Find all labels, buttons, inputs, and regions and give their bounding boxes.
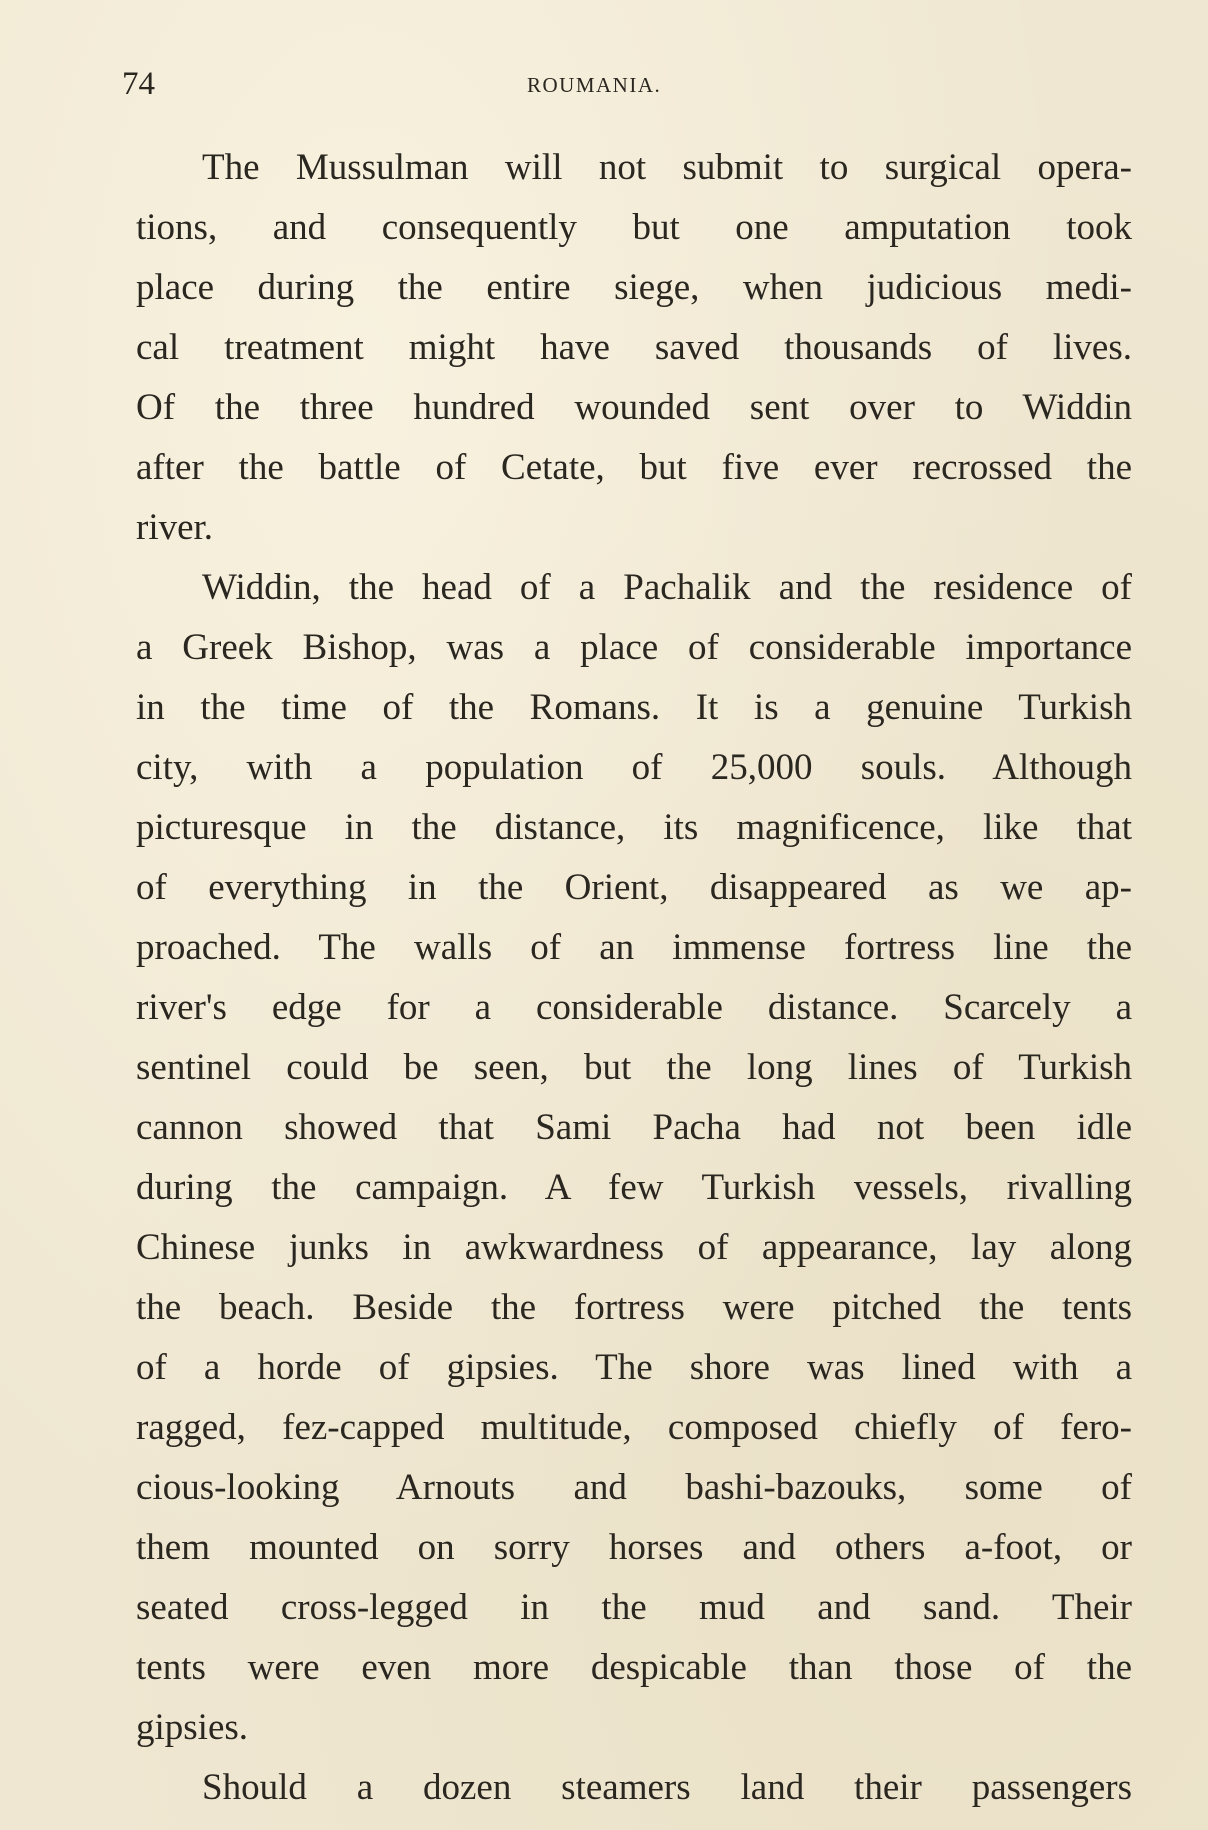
text-line: Should a dozen steamers land their passengers [202,1767,1132,1808]
text-line: place during the entire siege, when judicious medi- [136,267,1132,308]
page-number: 74 [122,66,155,102]
text-line: river. [136,507,214,548]
text-line: Chinese junks in awkwardness of appearance, lay along [136,1227,1132,1268]
paragraph-3 [136,1758,1132,1818]
text-line: Of the three hundred wounded sent over to Widdin [136,387,1132,428]
text-line: cal treatment might have saved thousands of lives. [136,327,1132,368]
text-line: Widdin, the head of a Pachalik and the residence of [202,567,1132,608]
running-head: ROUMANIA. [527,73,662,97]
paragraph-1 [136,138,1132,558]
text-line: in the time of the Romans. It is a genuine Turkish [136,687,1132,728]
text-line: gipsies. [136,1707,249,1748]
text-line: the beach. Beside the fortress were pitched the tents [136,1287,1132,1328]
text-line: a Greek Bishop, was a place of considerable importance [136,627,1132,668]
paragraph-2 [136,558,1132,1758]
text-line: of a horde of gipsies. The shore was lined with a [136,1347,1132,1388]
text-line: sentinel could be seen, but the long lines of Turkish [136,1047,1132,1088]
text-line: ragged, fez-capped multitude, composed chiefly of fero- [136,1407,1132,1448]
text-line: tions, and consequently but one amputation took [136,207,1132,248]
text-line: cious-looking Arnouts and bashi-bazouks, some of [136,1467,1132,1508]
text-line: river's edge for a considerable distance. Scarcely a [136,987,1132,1028]
text-line: after the battle of Cetate, but five ever recrossed the [136,447,1132,488]
text-line: The Mussulman will not submit to surgical opera- [202,147,1132,188]
body-text [136,138,1132,1818]
text-line: during the campaign. A few Turkish vessels, rivalling [136,1167,1132,1208]
page-header [122,64,1132,104]
text-line: proached. The walls of an immense fortress line the [136,927,1132,968]
text-line: them mounted on sorry horses and others a-foot, or [136,1527,1132,1568]
text-line: cannon showed that Sami Pacha had not been idle [136,1107,1132,1148]
text-line: city, with a population of 25,000 souls. Although [136,747,1132,788]
text-line: picturesque in the distance, its magnificence, like that [136,807,1132,848]
text-line: tents were even more despicable than those of the [136,1647,1132,1688]
text-line: of everything in the Orient, disappeared as we ap- [136,867,1132,908]
text-line: seated cross-legged in the mud and sand. Their [136,1587,1132,1628]
